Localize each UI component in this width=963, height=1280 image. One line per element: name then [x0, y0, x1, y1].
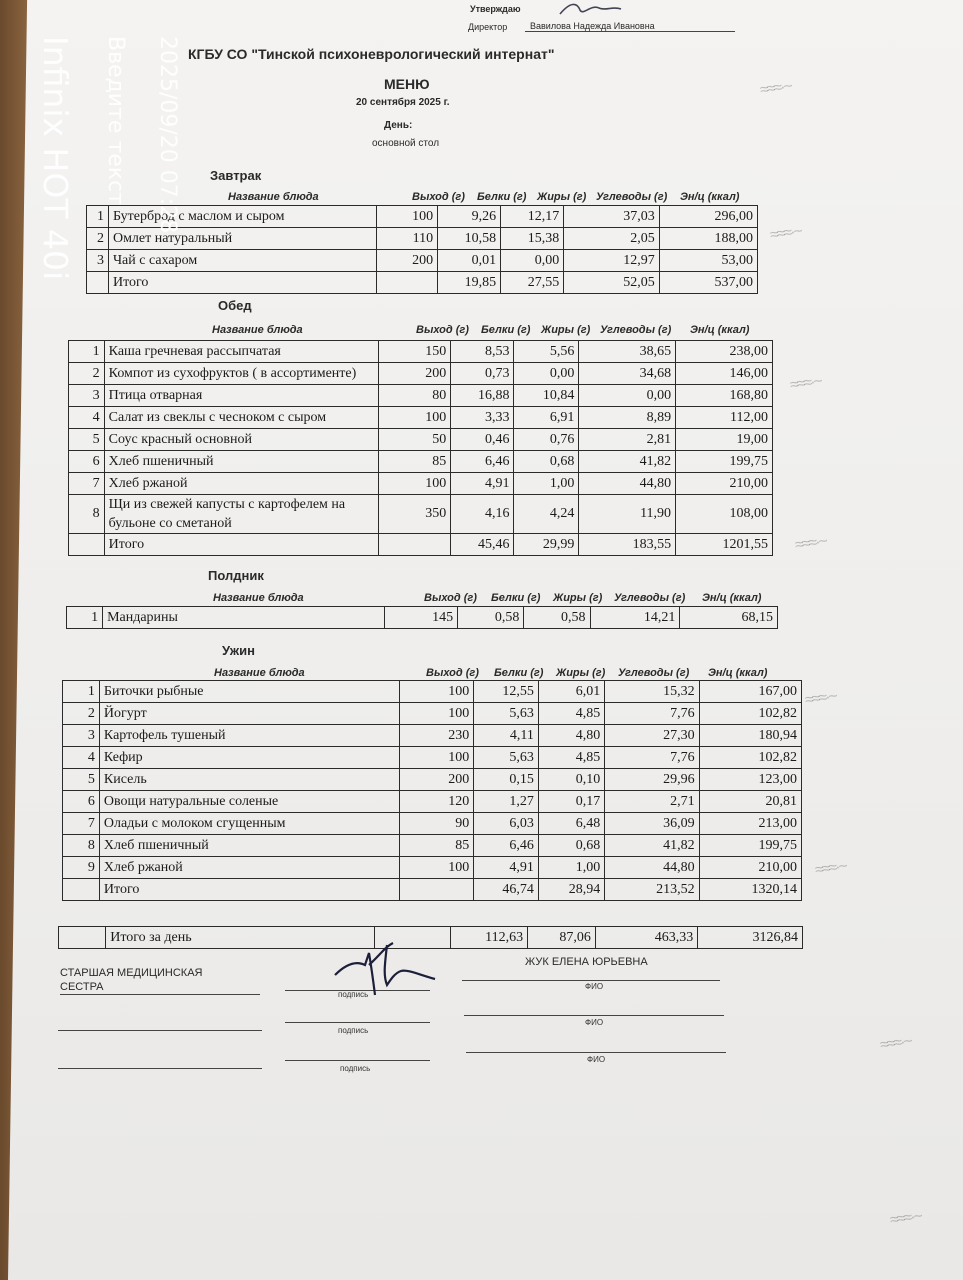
signer-name: ЖУК ЕЛЕНА ЮРЬЕВНА	[525, 956, 648, 968]
snack-title: Полдник	[208, 568, 264, 583]
energy-total: 537,00	[659, 272, 757, 294]
row-number: 6	[69, 451, 105, 473]
protein-value: 0,15	[474, 769, 539, 791]
protein-day-total: 112,63	[450, 927, 528, 949]
sign-line-1c	[462, 980, 720, 981]
total-label: Итого	[108, 272, 376, 294]
dish-name: Овощи натуральные соленые	[99, 791, 399, 813]
row-number: 1	[69, 341, 105, 363]
fio-caption-2: ФИО	[585, 1018, 604, 1027]
row-number: 3	[63, 725, 100, 747]
table-row	[69, 429, 773, 451]
protein-value: 5,63	[474, 703, 539, 725]
approval-label: Утверждаю	[470, 4, 521, 14]
energy-value: 102,82	[699, 703, 801, 725]
protein-total: 45,46	[451, 534, 514, 556]
fio-caption-1: ФИО	[585, 982, 604, 991]
portion-weight: 120	[399, 791, 474, 813]
column-header: Белки (г)	[494, 667, 544, 679]
watermark-timestamp: 2025/09/20 07:28	[155, 36, 180, 234]
portion-weight: 100	[379, 407, 451, 429]
carbs-value: 11,90	[579, 495, 676, 534]
table-row	[69, 407, 773, 429]
column-header: Эн/ц (ккал)	[680, 191, 740, 203]
column-header: Жиры (г)	[537, 191, 587, 203]
fat-value: 15,38	[501, 228, 564, 250]
dish-name: Птица отварная	[104, 385, 379, 407]
row-number	[59, 927, 106, 949]
energy-value: 210,00	[699, 857, 801, 879]
table-row	[63, 725, 802, 747]
energy-value: 213,00	[699, 813, 801, 835]
carbs-value: 0,00	[579, 385, 676, 407]
fat-value: 0,17	[538, 791, 604, 813]
sign-caption-1: подпись	[338, 990, 369, 999]
row-number	[63, 879, 100, 901]
carbs-value: 15,32	[605, 681, 699, 703]
snack-table	[66, 606, 778, 629]
menu-date: 20 сентября 2025 г.	[356, 97, 450, 108]
row-number: 8	[69, 495, 105, 534]
portion-weight: 100	[399, 747, 474, 769]
portion-weight: 85	[379, 451, 451, 473]
column-header: Выход (г)	[412, 191, 465, 203]
row-number: 4	[69, 407, 105, 429]
total-row	[63, 879, 802, 901]
table-row	[63, 747, 802, 769]
table-row	[69, 341, 773, 363]
column-header: Углеводы (г)	[600, 324, 672, 336]
portion-weight: 100	[376, 206, 438, 228]
row-number: 3	[87, 250, 109, 272]
dish-name: Кефир	[99, 747, 399, 769]
director-sign-line	[525, 31, 735, 32]
fat-value: 4,85	[538, 747, 604, 769]
carbs-value: 12,97	[564, 250, 659, 272]
portion-weight: 85	[399, 835, 474, 857]
portion-weight: 200	[379, 363, 451, 385]
dinner-title: Ужин	[222, 643, 255, 658]
energy-value: 108,00	[676, 495, 773, 534]
energy-value: 19,00	[676, 429, 773, 451]
fat-value: 4,80	[538, 725, 604, 747]
energy-value: 180,94	[699, 725, 801, 747]
carbs-day-total: 463,33	[595, 927, 697, 949]
column-header: Выход (г)	[426, 667, 479, 679]
total-row	[69, 534, 773, 556]
carbs-value: 27,30	[605, 725, 699, 747]
row-number	[69, 534, 105, 556]
fat-value: 0,00	[514, 363, 579, 385]
dish-name: Йогурт	[99, 703, 399, 725]
protein-value: 0,73	[451, 363, 514, 385]
protein-value: 9,26	[438, 206, 501, 228]
carbs-total: 183,55	[579, 534, 676, 556]
row-number: 6	[63, 791, 100, 813]
protein-value: 16,88	[451, 385, 514, 407]
total-label: Итого	[104, 534, 379, 556]
table-type: основной стол	[372, 138, 440, 149]
protein-total: 46,74	[474, 879, 539, 901]
fat-value: 0,68	[514, 451, 579, 473]
sign-caption-3: подпись	[340, 1064, 371, 1073]
fat-value: 6,01	[538, 681, 604, 703]
carbs-value: 36,09	[605, 813, 699, 835]
portion-weight: 110	[376, 228, 438, 250]
watermark-device: Infinix HOT 40i	[36, 36, 75, 281]
dish-name: Компот из сухофруктов ( в ассортименте)	[104, 363, 379, 385]
fat-value: 0,68	[538, 835, 604, 857]
portion-weight: 90	[399, 813, 474, 835]
table-row	[69, 473, 773, 495]
scan-smudge: ≈≈≈·~	[788, 372, 822, 395]
energy-value: 238,00	[676, 341, 773, 363]
protein-value: 12,55	[474, 681, 539, 703]
carbs-value: 7,76	[605, 747, 699, 769]
energy-value: 188,00	[659, 228, 757, 250]
scan-smudge: ≈≈≈·~	[813, 857, 847, 880]
energy-value: 146,00	[676, 363, 773, 385]
institution-name: КГБУ СО "Тинской психоневрологический интернат"	[188, 46, 555, 62]
protein-value: 1,27	[474, 791, 539, 813]
table-row	[87, 228, 758, 250]
sign-line-1a	[60, 994, 260, 995]
sign-line-3a	[58, 1068, 262, 1069]
portion-weight	[379, 534, 451, 556]
dish-name: Хлеб ржаной	[104, 473, 379, 495]
carbs-value: 37,03	[564, 206, 659, 228]
table-row	[63, 813, 802, 835]
carbs-value: 38,65	[579, 341, 676, 363]
fat-value: 10,84	[514, 385, 579, 407]
fat-value: 0,10	[538, 769, 604, 791]
carbs-total: 213,52	[605, 879, 699, 901]
fat-total: 29,99	[514, 534, 579, 556]
column-header: Углеводы (г)	[614, 592, 686, 604]
nurse-signature	[325, 935, 440, 1005]
table-row	[63, 835, 802, 857]
lunch-title: Обед	[218, 298, 252, 313]
protein-value: 0,58	[458, 607, 524, 629]
portion-weight: 80	[379, 385, 451, 407]
row-number: 7	[63, 813, 100, 835]
fat-total: 27,55	[501, 272, 564, 294]
column-header: Выход (г)	[416, 324, 469, 336]
dish-name: Картофель тушеный	[99, 725, 399, 747]
scan-smudge: ≈≈≈·~	[758, 77, 792, 100]
column-header: Эн/ц (ккал)	[690, 324, 750, 336]
total-row	[87, 272, 758, 294]
row-number	[87, 272, 109, 294]
table-row	[69, 385, 773, 407]
energy-day-total: 3126,84	[698, 927, 803, 949]
protein-value: 4,91	[474, 857, 539, 879]
row-number: 8	[63, 835, 100, 857]
director-label: Директор	[468, 22, 508, 32]
sign-line-3c	[466, 1052, 726, 1053]
lunch-table	[68, 340, 773, 556]
protein-value: 6,03	[474, 813, 539, 835]
day-total-label: Итого за день	[106, 927, 375, 949]
document-title: МЕНЮ	[384, 76, 430, 92]
protein-value: 8,53	[451, 341, 514, 363]
scan-smudge: ≈≈≈·~	[793, 532, 827, 555]
portion-weight: 150	[379, 341, 451, 363]
scan-smudge: ≈≈≈·~	[768, 222, 802, 245]
portion-weight: 230	[399, 725, 474, 747]
dish-name: Салат из свеклы с чесноком с сыром	[104, 407, 379, 429]
column-header: Белки (г)	[477, 191, 527, 203]
total-label: Итого	[99, 879, 399, 901]
column-header: Белки (г)	[491, 592, 541, 604]
sign-caption-2: подпись	[338, 1026, 369, 1035]
column-header: Эн/ц (ккал)	[708, 667, 768, 679]
column-header: Эн/ц (ккал)	[702, 592, 762, 604]
protein-value: 6,46	[451, 451, 514, 473]
row-number: 9	[63, 857, 100, 879]
portion-weight: 350	[379, 495, 451, 534]
column-header: Жиры (г)	[541, 324, 591, 336]
portion-weight: 50	[379, 429, 451, 451]
scan-smudge: ≈≈≈·~	[888, 1207, 922, 1230]
fat-value: 5,56	[514, 341, 579, 363]
sign-line-3b	[285, 1060, 430, 1061]
column-header: Название блюда	[214, 667, 305, 679]
portion-weight: 145	[385, 607, 458, 629]
energy-value: 20,81	[699, 791, 801, 813]
fat-value: 4,24	[514, 495, 579, 534]
portion-weight	[376, 272, 438, 294]
carbs-value: 44,80	[579, 473, 676, 495]
protein-value: 3,33	[451, 407, 514, 429]
row-number: 4	[63, 747, 100, 769]
row-number: 7	[69, 473, 105, 495]
scan-smudge: ≈≈≈·~	[803, 687, 837, 710]
signer-role: СТАРШАЯ МЕДИЦИНСКАЯ СЕСТРА	[60, 967, 203, 993]
fat-value: 12,17	[501, 206, 564, 228]
table-row	[63, 681, 802, 703]
row-number: 5	[69, 429, 105, 451]
day-label: День:	[384, 120, 413, 131]
row-number: 1	[87, 206, 109, 228]
row-number: 3	[69, 385, 105, 407]
column-header: Жиры (г)	[553, 592, 603, 604]
dish-name: Оладьи с молоком сгущенным	[99, 813, 399, 835]
fat-value: 0,76	[514, 429, 579, 451]
dish-name: Каша гречневая рассыпчатая	[104, 341, 379, 363]
row-number: 2	[69, 363, 105, 385]
fat-value: 0,58	[524, 607, 590, 629]
protein-value: 0,46	[451, 429, 514, 451]
portion-weight: 100	[399, 857, 474, 879]
portion-weight: 100	[399, 681, 474, 703]
dish-name: Щи из свежей капусты с картофелем на бульоне со сметаной	[104, 495, 379, 534]
energy-total: 1320,14	[699, 879, 801, 901]
portion-weight	[399, 879, 474, 901]
sign-line-2c	[464, 1015, 724, 1016]
energy-value: 112,00	[676, 407, 773, 429]
dish-name: Хлеб пшеничный	[99, 835, 399, 857]
row-number: 5	[63, 769, 100, 791]
table-row	[63, 791, 802, 813]
row-number: 2	[87, 228, 109, 250]
fat-value: 4,85	[538, 703, 604, 725]
table-row	[67, 607, 778, 629]
energy-total: 1201,55	[676, 534, 773, 556]
carbs-value: 14,21	[590, 607, 680, 629]
column-header: Жиры (г)	[556, 667, 606, 679]
sign-line-2b	[285, 1022, 430, 1023]
carbs-value: 2,81	[579, 429, 676, 451]
protein-value: 4,16	[451, 495, 514, 534]
column-header: Название блюда	[228, 191, 319, 203]
column-header: Белки (г)	[481, 324, 531, 336]
carbs-value: 2,05	[564, 228, 659, 250]
breakfast-title: Завтрак	[210, 168, 262, 183]
carbs-value: 29,96	[605, 769, 699, 791]
row-number: 1	[63, 681, 100, 703]
energy-value: 53,00	[659, 250, 757, 272]
protein-value: 0,01	[438, 250, 501, 272]
carbs-value: 8,89	[579, 407, 676, 429]
director-signature	[555, 0, 625, 20]
energy-value: 168,80	[676, 385, 773, 407]
protein-value: 6,46	[474, 835, 539, 857]
column-header: Название блюда	[213, 592, 304, 604]
table-row	[63, 769, 802, 791]
protein-value: 4,91	[451, 473, 514, 495]
protein-value: 5,63	[474, 747, 539, 769]
energy-value: 210,00	[676, 473, 773, 495]
dish-name: Хлеб ржаной	[99, 857, 399, 879]
carbs-value: 41,82	[579, 451, 676, 473]
fat-day-total: 87,06	[528, 927, 596, 949]
dish-name: Мандарины	[103, 607, 385, 629]
column-header: Углеводы (г)	[618, 667, 690, 679]
protein-total: 19,85	[438, 272, 501, 294]
fat-total: 28,94	[538, 879, 604, 901]
dinner-table	[62, 680, 802, 901]
table-row	[87, 250, 758, 272]
dish-name: Кисель	[99, 769, 399, 791]
table-row	[69, 451, 773, 473]
fat-value: 6,91	[514, 407, 579, 429]
dish-name: Хлеб пшеничный	[104, 451, 379, 473]
carbs-total: 52,05	[564, 272, 659, 294]
protein-value: 10,58	[438, 228, 501, 250]
fat-value: 1,00	[514, 473, 579, 495]
fio-caption-3: ФИО	[587, 1055, 606, 1064]
energy-value: 199,75	[699, 835, 801, 857]
breakfast-table	[86, 205, 758, 294]
portion-weight: 200	[399, 769, 474, 791]
column-header: Название блюда	[212, 324, 303, 336]
energy-value: 296,00	[659, 206, 757, 228]
scan-smudge: ≈≈≈·~	[878, 1032, 912, 1055]
dish-name: Биточки рыбные	[99, 681, 399, 703]
fat-value: 0,00	[501, 250, 564, 272]
row-number: 1	[67, 607, 103, 629]
energy-value: 102,82	[699, 747, 801, 769]
table-row	[69, 495, 773, 534]
energy-value: 199,75	[676, 451, 773, 473]
table-row	[87, 206, 758, 228]
table-row	[63, 857, 802, 879]
dish-name: Омлет натуральный	[108, 228, 376, 250]
carbs-value: 34,68	[579, 363, 676, 385]
sign-line-2a	[58, 1030, 262, 1031]
dish-name: Соус красный основной	[104, 429, 379, 451]
column-header: Углеводы (г)	[596, 191, 668, 203]
watermark-input-hint: Введите текст	[103, 36, 128, 205]
portion-weight: 100	[379, 473, 451, 495]
fat-value: 6,48	[538, 813, 604, 835]
dish-name: Чай с сахаром	[108, 250, 376, 272]
portion-weight: 200	[376, 250, 438, 272]
energy-value: 167,00	[699, 681, 801, 703]
carbs-value: 2,71	[605, 791, 699, 813]
energy-value: 68,15	[680, 607, 778, 629]
carbs-value: 41,82	[605, 835, 699, 857]
table-row	[69, 363, 773, 385]
carbs-value: 44,80	[605, 857, 699, 879]
row-number: 2	[63, 703, 100, 725]
protein-value: 4,11	[474, 725, 539, 747]
energy-value: 123,00	[699, 769, 801, 791]
portion-weight: 100	[399, 703, 474, 725]
dish-name: Бутерброд с маслом и сыром	[108, 206, 376, 228]
carbs-value: 7,76	[605, 703, 699, 725]
table-row	[63, 703, 802, 725]
column-header: Выход (г)	[424, 592, 477, 604]
director-name: Вавилова Надежда Ивановна	[530, 21, 655, 31]
fat-value: 1,00	[538, 857, 604, 879]
